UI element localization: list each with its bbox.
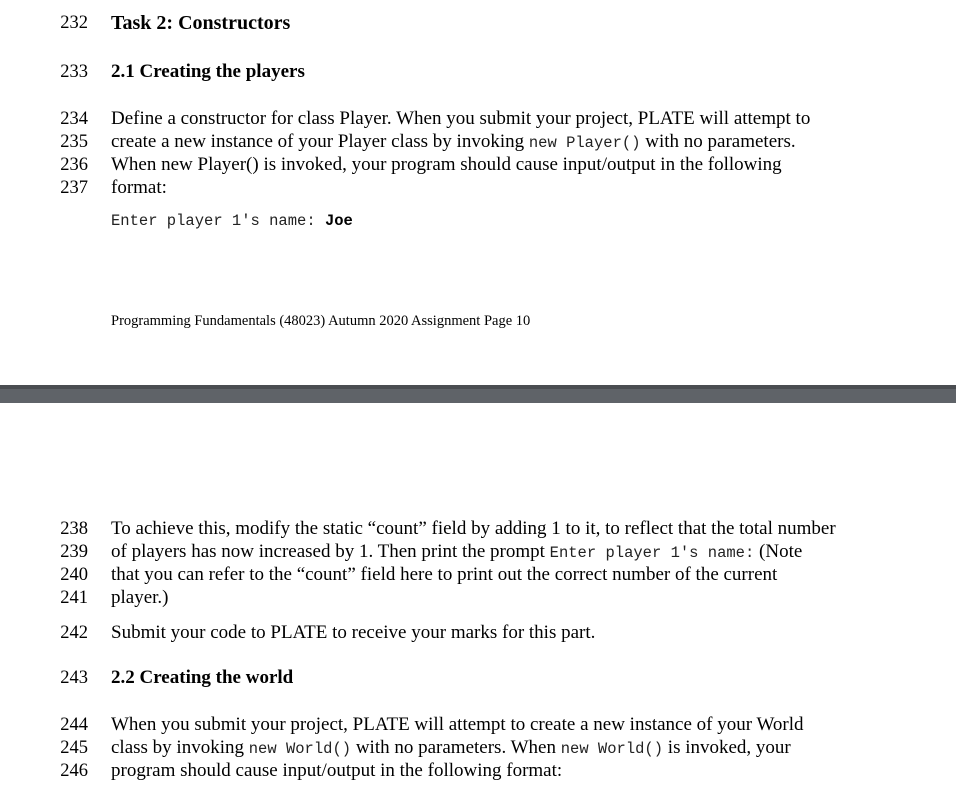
line-number: 235 [60,132,88,152]
paragraph-line: Define a constructor for class Player. When you submit your project, PLATE will attempt to [111,108,811,129]
paragraph-line: To achieve this, modify the static “count” field by adding 1 to it, to reflect that the total number [111,518,836,539]
text-run: with no parameters. [640,131,796,152]
document-page-2 [0,403,956,792]
section-heading: 2.1 Creating the players [111,61,305,82]
text-run: class by invoking [111,737,249,758]
text-run: create a new instance of your Player class by invoking [111,131,529,152]
page-separator [0,385,956,403]
line-number: 241 [60,588,88,608]
inline-code: Enter player 1's name: [549,544,755,562]
text-run: (Note [754,541,803,562]
line-number: 234 [60,109,88,129]
io-example [111,209,353,232]
line-number: 240 [60,565,88,585]
paragraph-line: program should cause input/output in the following format: [111,760,563,781]
document-page-1 [0,0,956,385]
inline-code: new Player() [528,134,641,152]
paragraph-line [111,131,796,154]
line-number: 233 [60,62,88,82]
io-prompt: Enter player 1's name: [111,212,325,230]
io-user-input: Joe [324,212,353,230]
paragraph-line: player.) [111,587,169,608]
section-heading: 2.2 Creating the world [111,667,294,688]
inline-code: new World() [248,740,352,758]
paragraph-line: When you submit your project, PLATE will attempt to create a new instance of your World [111,714,804,735]
line-number: 243 [60,668,88,688]
paragraph-line: Submit your code to PLATE to receive your marks for this part. [111,622,596,643]
line-number: 239 [60,542,88,562]
text-run: with no parameters. When [351,737,561,758]
paragraph-line [111,541,802,564]
line-number: 246 [60,761,88,781]
separator-shadow [0,385,956,389]
line-number: 237 [60,178,88,198]
line-number: 236 [60,155,88,175]
inline-code: new World() [560,740,664,758]
line-number: 244 [60,715,88,735]
line-number: 238 [60,519,88,539]
line-number: 232 [60,13,88,33]
line-number: 242 [60,623,88,643]
paragraph-line: When new Player() is invoked, your program should cause input/output in the following [111,154,782,175]
text-run: of players has now increased by 1. Then print the prompt [111,541,550,562]
task-heading: Task 2: Constructors [111,12,291,34]
page-footer: Programming Fundamentals (48023) Autumn 2020 Assignment Page 10 [111,313,531,329]
paragraph-line: that you can refer to the “count” field here to print out the correct number of the current [111,564,778,585]
paragraph-line [111,737,791,760]
paragraph-line: format: [111,177,167,198]
line-number: 245 [60,738,88,758]
text-run: is invoked, your [663,737,791,758]
